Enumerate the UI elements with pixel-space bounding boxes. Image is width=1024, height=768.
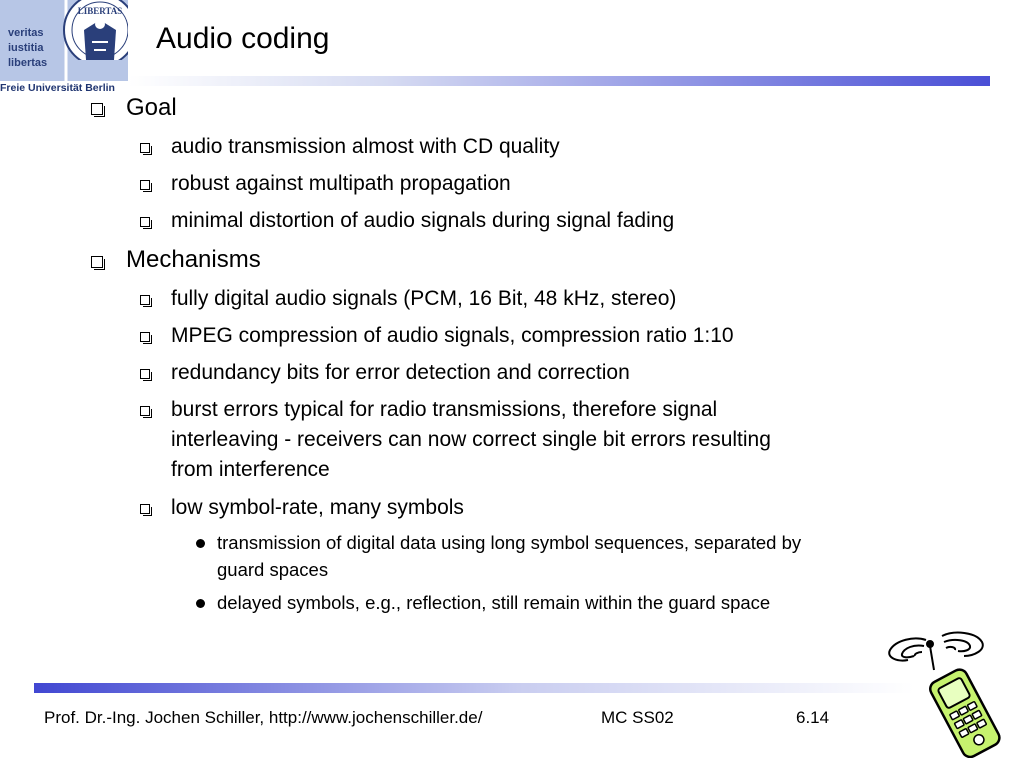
title-divider xyxy=(128,76,990,86)
footer-divider xyxy=(34,683,914,693)
motto-line: iustitia xyxy=(8,42,44,54)
page-title: Audio coding xyxy=(156,22,330,55)
bullet-box-icon xyxy=(140,406,150,416)
svg-text:LIBERTAS: LIBERTAS xyxy=(77,6,123,16)
mechanism-item-continued: interleaving - receivers can now correct single bit errors resulting xyxy=(171,428,771,451)
symbol-sub-item: delayed symbols, e.g., reflection, still remain within the guard space xyxy=(217,592,771,613)
footer-page-number: 6.14 xyxy=(796,708,830,727)
bullet-goal: Goal xyxy=(126,94,177,121)
footer-author: Prof. Dr.-Ing. Jochen Schiller, http://www.jochenschiller.de/ xyxy=(44,708,483,727)
bullet-box-icon xyxy=(140,295,150,305)
mechanism-item: redundancy bits for error detection and correction xyxy=(171,361,630,384)
bullet-box-icon xyxy=(140,332,150,342)
university-logo xyxy=(0,0,130,96)
footer-course: MC SS02 xyxy=(601,708,674,727)
bullet-dot-icon xyxy=(196,599,205,608)
mechanism-item: MPEG compression of audio signals, compression ratio 1:10 xyxy=(171,324,734,347)
bullet-box-icon xyxy=(91,256,103,268)
goal-item: minimal distortion of audio signals during signal fading xyxy=(171,209,675,232)
mechanism-item-continued: from interference xyxy=(171,458,330,481)
bullet-box-icon xyxy=(140,143,150,153)
bullet-box-icon xyxy=(140,369,150,379)
bullet-box-icon xyxy=(140,217,150,227)
bullet-mechanisms: Mechanisms xyxy=(126,246,261,273)
bullet-box-icon xyxy=(91,103,103,115)
bullet-dot-icon xyxy=(196,539,205,548)
mechanism-item: fully digital audio signals (PCM, 16 Bit, 48 kHz, stereo) xyxy=(171,287,677,310)
symbol-sub-item-continued: guard spaces xyxy=(217,559,329,580)
goal-item: robust against multipath propagation xyxy=(171,172,511,195)
goal-item: audio transmission almost with CD quality xyxy=(171,135,560,158)
logo-motto xyxy=(8,26,47,71)
seal-icon xyxy=(58,0,128,81)
motto-line: veritas xyxy=(8,27,44,39)
mechanism-item: burst errors typical for radio transmissions, therefore signal xyxy=(171,398,718,421)
symbol-sub-item: transmission of digital data using long symbol sequences, separated by xyxy=(217,532,802,553)
bullet-box-icon xyxy=(140,180,150,190)
motto-line: libertas xyxy=(8,57,48,69)
university-name: Freie Universität Berlin xyxy=(0,82,115,94)
mobile-phone-icon xyxy=(884,626,1008,758)
bullet-box-icon xyxy=(140,504,150,514)
mechanism-item: low symbol-rate, many symbols xyxy=(171,496,464,519)
